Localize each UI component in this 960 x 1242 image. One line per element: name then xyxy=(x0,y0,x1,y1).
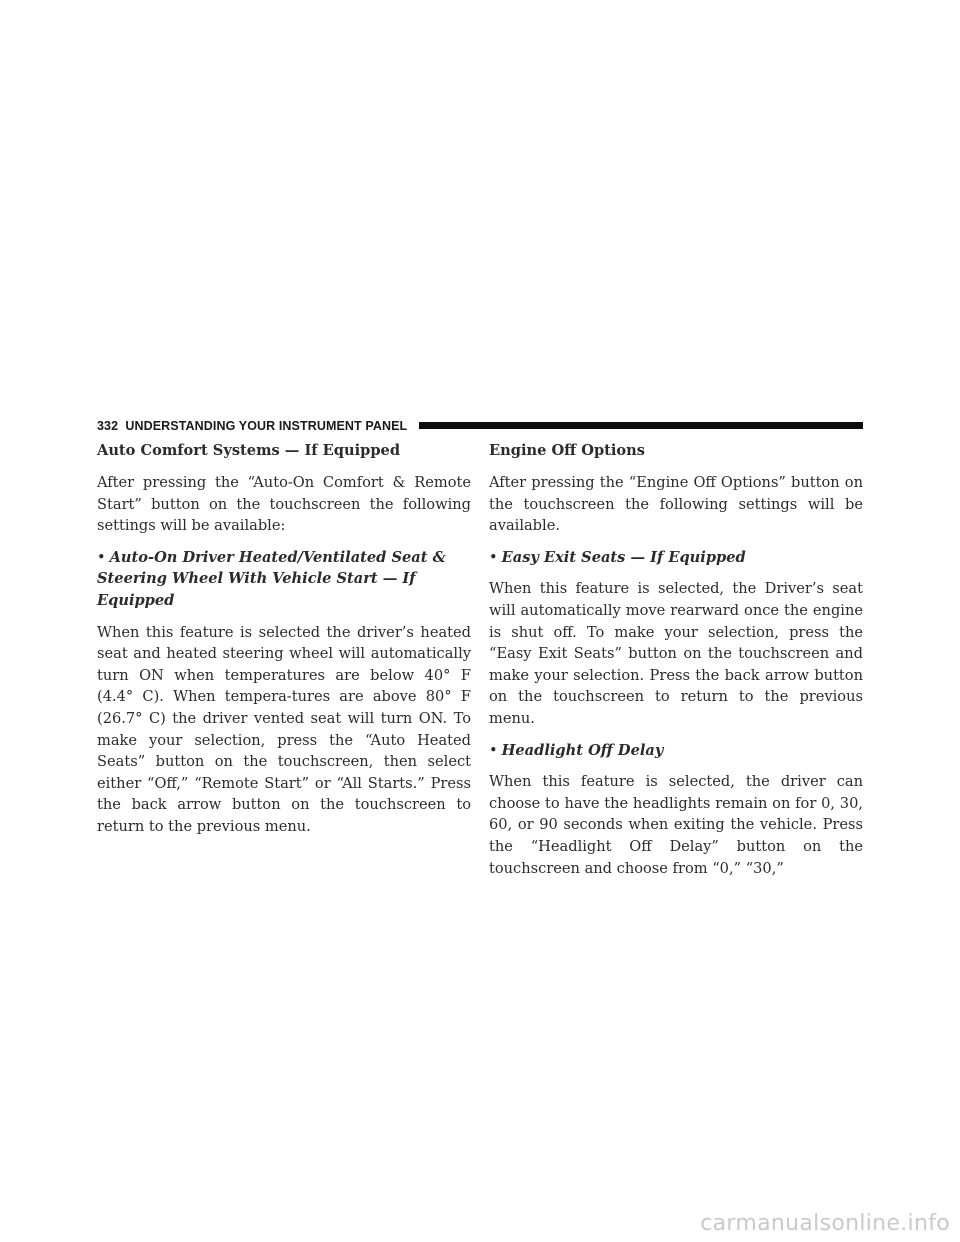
auto-on-bullet xyxy=(97,547,471,612)
auto-comfort-heading: Auto Comfort Systems — If Equipped xyxy=(97,442,401,459)
headlight-delay-body: When this feature is selected, the driver can choose to have the headlights remain on for 0, 30, 60, or 90 seconds when exiting the vehicle. Press the “Headlight Off Delay” button on the touchscreen and choose from “0,” “30,” xyxy=(489,773,863,877)
auto-on-bullet-text: Auto-On Driver Heated/Ventilated Seat & Steering Wheel With Vehicle Start — If Equipped xyxy=(97,548,446,609)
header-rule xyxy=(419,422,863,429)
page-header xyxy=(97,418,863,434)
right-column xyxy=(489,438,863,889)
easy-exit-bullet-text: Easy Exit Seats — If Equipped xyxy=(501,548,746,566)
easy-exit-bullet xyxy=(489,547,863,569)
auto-comfort-intro: After pressing the “Auto-On Comfort & Remote Start” button on the touchscreen the following settings will be available: xyxy=(97,474,471,535)
bullet-marker: • xyxy=(489,741,498,759)
running-header xyxy=(97,418,407,434)
page-number: 332 xyxy=(97,419,119,433)
easy-exit-body: When this feature is selected, the Driver’s seat will automatically move rearward once the engine is shut off. To make your selection, press the “Easy Exit Seats” button on the touchscreen and make your selection. Press the back arrow button on the touchscreen to return to the previous menu. xyxy=(489,580,863,727)
bullet-marker: • xyxy=(489,548,498,566)
headlight-delay-bullet-text: Headlight Off Delay xyxy=(501,741,664,759)
section-title: UNDERSTANDING YOUR INSTRUMENT PANEL xyxy=(125,419,408,433)
headlight-delay-bullet xyxy=(489,740,863,762)
auto-on-body: When this feature is selected the driver’s heated seat and heated steering wheel will automatically turn ON when temperatures are below 40° F (4.4° C). When tempera-tures are above 80° F (26.7° C) the driver vented seat will turn ON. To make your selection, press the “Auto Heated Seats” button on the touchscreen, then select either “Off,” “Remote Start” or “All Starts.” Press the back arrow button on the touchscreen to return to the previous menu. xyxy=(97,623,471,835)
engine-off-intro: After pressing the “Engine Off Options” button on the touchscreen the following settings will be available. xyxy=(489,474,863,535)
engine-off-heading: Engine Off Options xyxy=(489,442,645,459)
bullet-marker: • xyxy=(97,548,106,566)
left-column xyxy=(97,438,471,848)
site-watermark: carmanualsonline.info xyxy=(700,1211,950,1236)
